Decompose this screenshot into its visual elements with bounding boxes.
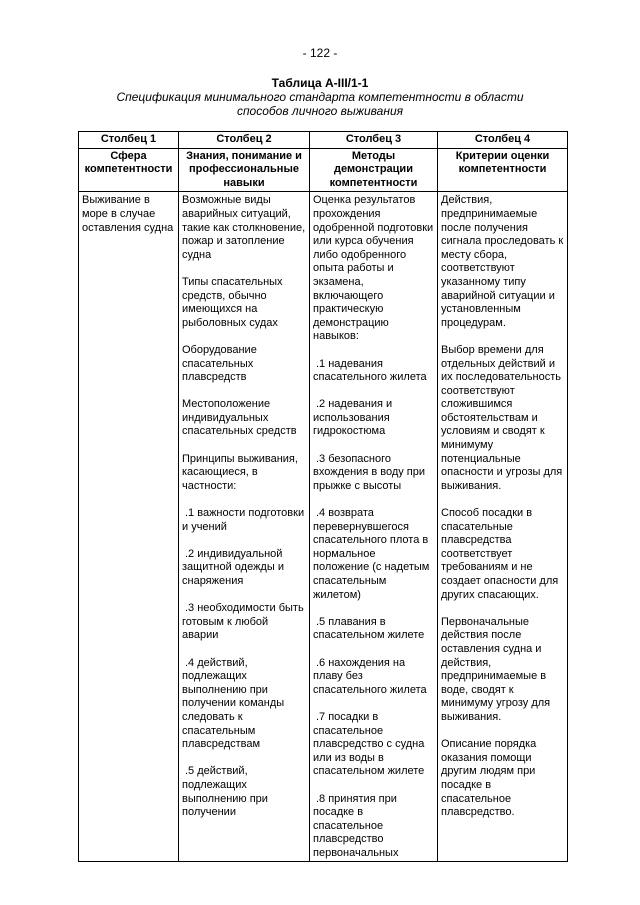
cell-paragraph: .4 действий, подлежащих выполнению при получении команды следовать к спасательным плавсредствам xyxy=(182,656,285,751)
cell-paragraph: .3 необходимости быть готовым к любой аварии xyxy=(182,602,304,642)
cell-paragraph: .5 плавания в спасательном жилете xyxy=(313,615,425,642)
column-header-2: Знания, понимание и профессиональные навыки xyxy=(179,148,310,192)
cell-paragraph: Оценка результатов прохождения одобренной подготовки или курса обучения либо одобренного опыта работы и экзамена, включающего практическую демонстрацию навыков: xyxy=(313,194,434,343)
column-header-3: Методы демонстрации компетентности xyxy=(310,148,438,192)
cell-paragraph: .2 индивидуальной защитной одежды и снаряжения xyxy=(182,547,284,587)
column-number-4: Столбец 4 xyxy=(438,132,568,149)
column-header-row xyxy=(79,148,568,192)
cell-paragraph: .1 надевания спасательного жилета xyxy=(313,357,427,384)
table-subtitle: Спецификация минимального стандарта компетентности в области способов личного выживания xyxy=(116,90,524,118)
table-row xyxy=(79,192,568,862)
cell-paragraph: Оборудование спасательных плавсредств xyxy=(182,343,257,384)
cell-paragraph: .6 нахождения на плаву без спасательного жилета xyxy=(313,656,427,696)
cell-paragraph: .5 действий, подлежащих выполнению при получении xyxy=(182,765,268,819)
cell-paragraph: .1 важности подготовки и учений xyxy=(182,507,305,533)
cell-paragraph: .4 возврата перевернувшегося спасательного плота в нормальное положение (с надетым спасательным жилетом) xyxy=(313,507,430,601)
column-number-3: Столбец 3 xyxy=(310,132,438,149)
cell-paragraph: .8 принятия при посадке в спасательное плавсредство первоначальных xyxy=(313,792,399,859)
cell-criteria xyxy=(438,192,568,862)
cell-paragraph: Способ посадки в спасательные плавсредства соответствует требованиям и не создает опасности для других спасающих. xyxy=(441,507,559,601)
cell-competence xyxy=(79,192,179,862)
column-number-row xyxy=(79,132,568,149)
cell-paragraph: Первоначальные действия после оставления судна и действия, предпринимаемые в воде, сводят к минимуму угрозу для выживания. xyxy=(441,615,551,723)
cell-methods xyxy=(310,192,438,862)
page-number: - 122 - xyxy=(302,46,338,60)
cell-paragraph: Выбор времени для отдельных действий и их последовательность соответствуют сложившимся обстоятельствам и условиям и сводят к минимуму потенциальные опасности и угрозы для выживания. xyxy=(441,343,563,492)
cell-paragraph: Типы спасательных средств, обычно имеющихся на рыболовных судах xyxy=(182,275,283,329)
cell-paragraph: Местоположение индивидуальных спасательных средств xyxy=(182,398,297,438)
column-number-2: Столбец 2 xyxy=(179,132,310,149)
cell-paragraph: .3 безопасного вхождения в воду при прыжке с высоты xyxy=(313,452,426,492)
cell-knowledge xyxy=(179,192,310,862)
cell-paragraph: Возможные виды аварийных ситуаций, такие как столкновение, пожар и затопление судна xyxy=(182,194,306,261)
column-header-4: Критерии оценки компетентности xyxy=(438,148,568,192)
competence-table xyxy=(78,131,568,862)
cell-paragraph: .2 надевания и использования гидрокостюма xyxy=(313,398,393,438)
column-header-1: Сфера компетентности xyxy=(79,148,179,192)
cell-paragraph: Действия, предпринимаемые после получения сигнала проследовать к месту сбора, соответствуют указанному типу аварийной ситуации и установленным процедурам. xyxy=(441,194,564,329)
column-number-1: Столбец 1 xyxy=(79,132,179,149)
cell-paragraph: Выживание в море в случае оставления судна xyxy=(82,194,174,234)
cell-paragraph: Описание порядка оказания помощи другим людям при посадке в спасательное плавсредство. xyxy=(441,738,537,819)
cell-paragraph: .7 посадки в спасательное плавсредство с судна или из воды в спасательном жилете xyxy=(313,710,425,778)
table-title: Таблица A-III/1-1 xyxy=(271,76,369,90)
cell-paragraph: Принципы выживания, касающиеся, в частности: xyxy=(182,452,298,492)
